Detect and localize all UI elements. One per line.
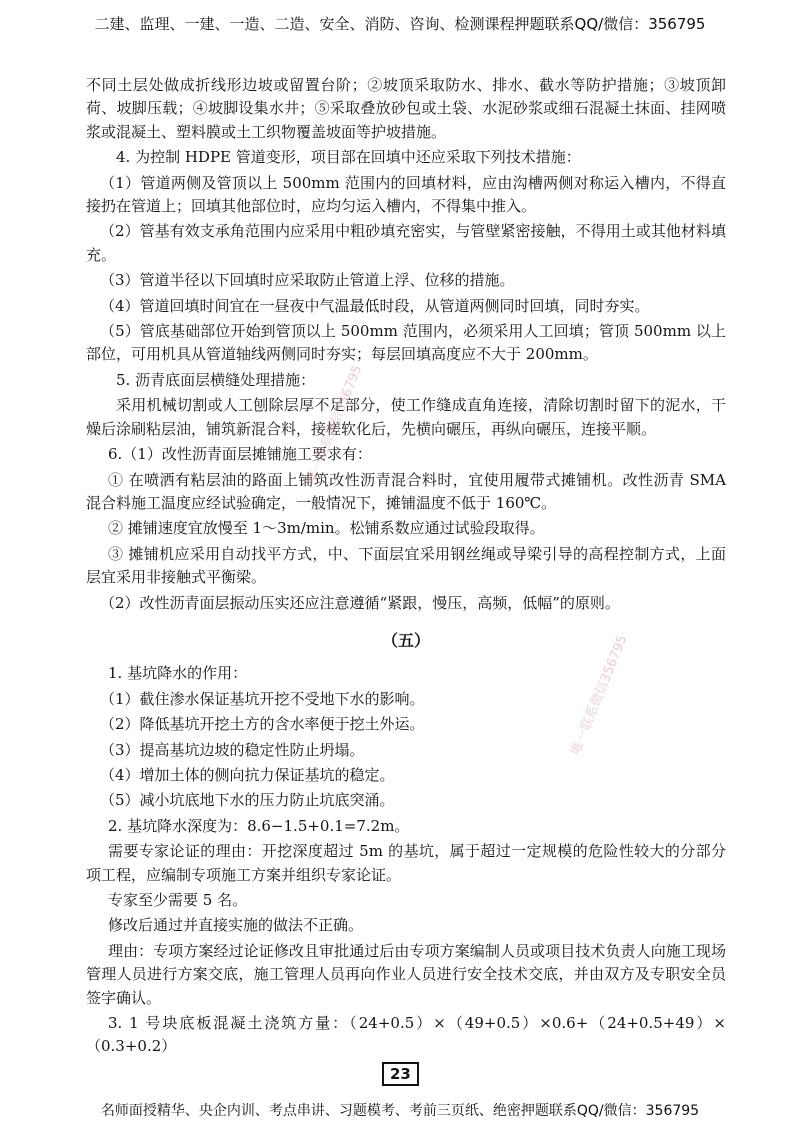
paragraph: 不同土层处做成折线形边坡或留置台阶；②坡顶采取防水、排水、截水等防护措施；③坡顶卸荷、坡脚压载；④坡脚设集水井；⑤采取叠放砂包或土袋、水泥砂浆或细石混凝土抹面、挂网喷浆或混凝土、塑料膜或土工织物覆盖坡面等护坡措施。 bbox=[86, 76, 726, 141]
list-item: 需要专家论证的理由：开挖深度超过 5m 的基坑，属于超过一定规模的危险性较大的分部分项工程，应编制专项施工方案并组织专家论证。 bbox=[86, 842, 726, 884]
paragraph: （2）改性沥青面层振动压实还应注意遵循“紧跟，慢压，高频，低幅”的原则。 bbox=[100, 593, 620, 612]
list-item: 1. 基坑降水的作用： bbox=[108, 664, 248, 683]
section-title bbox=[86, 629, 726, 652]
paragraph: ② 摊铺速度宜放慢至 1～3m/min。松铺系数应通过试验段取得。 bbox=[108, 519, 545, 538]
list-item: 2. 基坑降水深度为：8.6−1.5+0.1=7.2m。 bbox=[108, 816, 410, 835]
list-item: （5）减小坑底地下水的压力防止坑底突涌。 bbox=[100, 791, 395, 810]
list-item: 理由：专项方案经过论证修改且审批通过后由专项方案编制人员或项目技术负责人向施工现场管理人员进行方案交底，施工管理人员再向作业人员进行安全技术交底，并由双方及专职安全员签字确认。 bbox=[86, 941, 726, 1007]
paragraph: （4）管道回填时间宜在一昼夜中气温最低时段，从管道两侧同时回填，同时夯实。 bbox=[100, 296, 650, 315]
list-item: 专家至少需要 5 名。 bbox=[108, 891, 248, 909]
list-item: 修改后通过并直接实施的做法不正确。 bbox=[108, 916, 364, 935]
paragraph: 4. 为控制 HDPE 管道变形，项目部在回填中还应采取下列技术措施： bbox=[116, 148, 581, 167]
list-item: （3）提高基坑边坡的稳定性防止坍塌。 bbox=[100, 740, 365, 759]
page-number: 23 bbox=[382, 1062, 419, 1086]
page-footer: 名师面授精华、央企内训、考点串讲、习题模考、考前三页纸、绝密押题联系QQ/微信：356795 bbox=[100, 1103, 700, 1119]
list-item: 3. 1 号块底板混凝土浇筑方量：（24+0.5）×（49+0.5）×0.6+（24+0.5+49）×（0.3+0.2） bbox=[86, 1014, 726, 1056]
section-title-text: （五） bbox=[381, 630, 430, 650]
paragraph: ① 在喷洒有粘层油的路面上铺筑改性沥青混合料时，宜使用履带式摊铺机。改性沥青 SMA 混合料施工温度应经试验确定，一般情况下，摊铺温度不低于 160℃。 bbox=[86, 470, 726, 512]
paragraph: （1）管道两侧及管顶以上 500mm 范围内的回填材料，应由沟槽两侧对称运入槽内，不得直接扔在管道上；回填其他部位时，应均匀运入槽内，不得集中推入。 bbox=[86, 173, 726, 216]
paragraph: （2）管基有效支承角范围内应采用中粗砂填充密实，与管壁紧密接触，不得用土或其他材料填充。 bbox=[86, 222, 726, 264]
paragraph: （3）管道半径以下回填时应采取防止管道上浮、位移的措施。 bbox=[100, 271, 515, 290]
paragraph: （5）管底基础部位开始到管顶以上 500mm 范围内，必须采用人工回填；管顶 500mm 以上部位，可用机具从管道轴线两侧同时夯实；每层回填高度应不大于 200mm。 bbox=[86, 322, 726, 364]
paragraph: 采用机械切割或人工刨除层厚不足部分，使工作缝成直角连接，清除切割时留下的泥水，干燥后涂刷粘层油，铺筑新混合料，接槎软化后，先横向碾压，再纵向碾压，连接平顺。 bbox=[86, 396, 726, 438]
page-header: 二建、监理、一建、一造、二造、安全、消防、咨询、检测课程押题联系QQ/微信：356795 bbox=[94, 15, 706, 33]
list-item: （1）截住渗水保证基坑开挖不受地下水的影响。 bbox=[100, 689, 425, 708]
list-item: （4）增加土体的侧向抗力保证基坑的稳定。 bbox=[100, 765, 395, 784]
watermark: 唯一联系微信356795 bbox=[568, 633, 631, 758]
paragraph: 6.（1）改性沥青面层摊铺施工要求有： bbox=[108, 445, 372, 464]
watermark: 唯一联系微信356795 bbox=[303, 363, 366, 488]
paragraph: ③ 摊铺机应采用自动找平方式，中、下面层宜采用钢丝绳或导梁引导的高程控制方式，上面层宜采用非接触式平衡梁。 bbox=[86, 544, 726, 587]
list-item: （2）降低基坑开挖土方的含水率便于挖土外运。 bbox=[100, 715, 425, 734]
page-body bbox=[86, 74, 726, 1059]
paragraph: 5. 沥青底面层横缝处理措施： bbox=[116, 370, 316, 389]
